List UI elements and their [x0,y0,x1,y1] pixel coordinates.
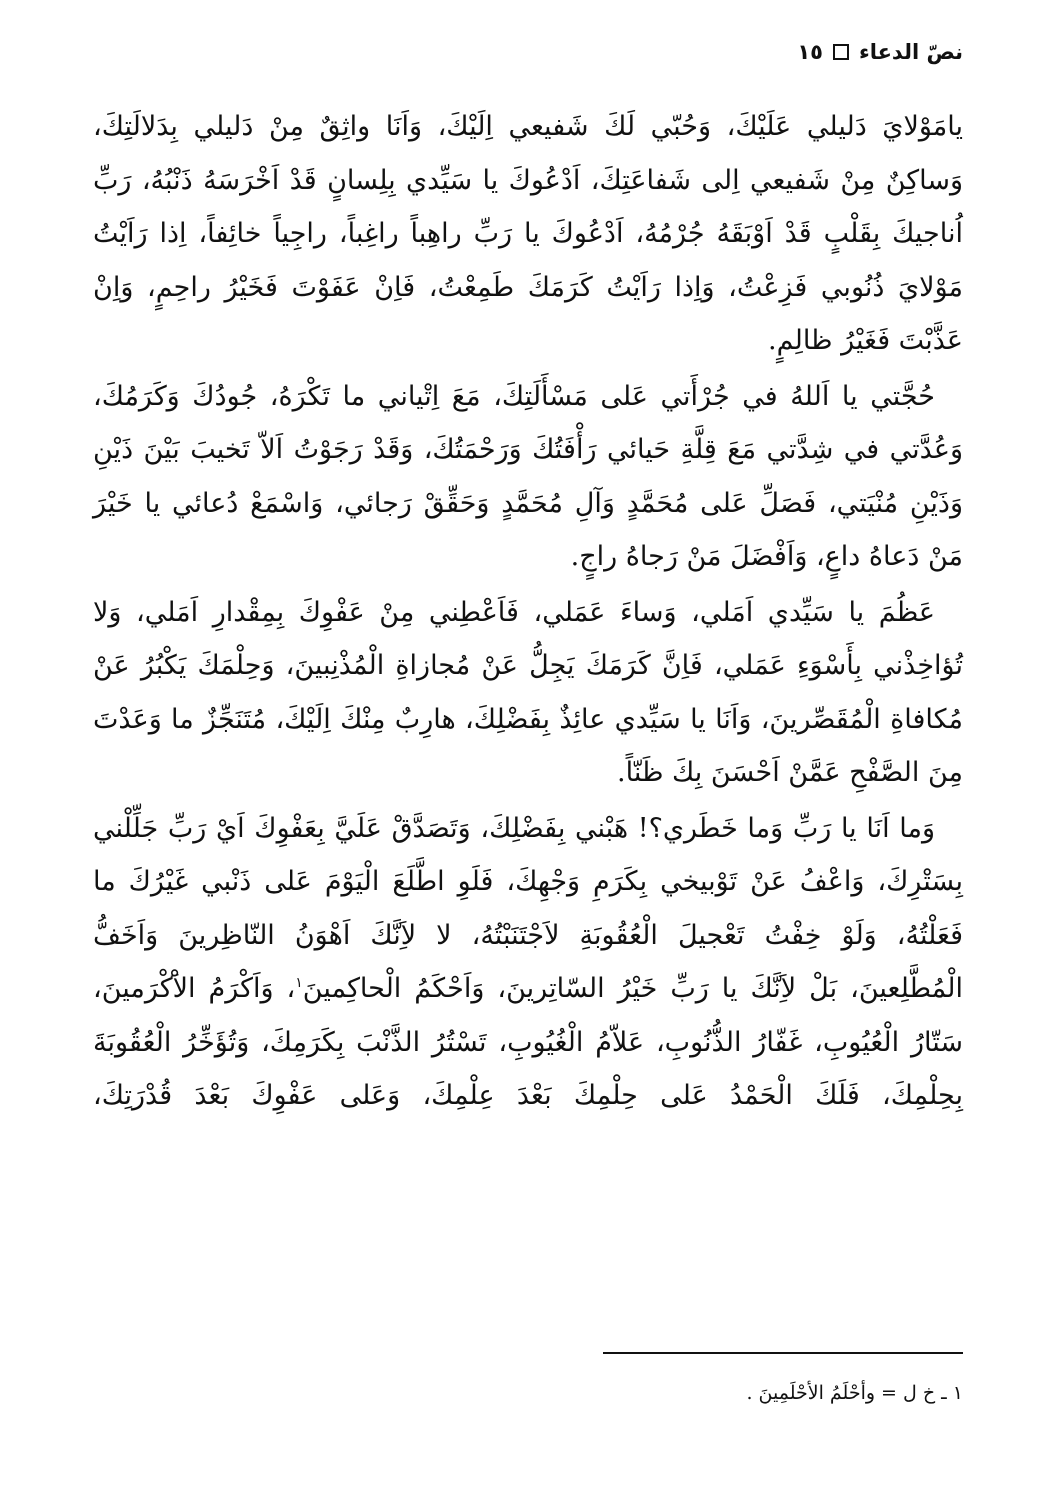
page-number: ١٥ [797,40,823,64]
footnote: ١ ـ خ ل = وأحْلَمُ الأحْلَمِينَ . [746,1382,963,1404]
paragraph-4-text: وَما اَنَا يا رَبِّ وَما خَطَري؟! هَبْني بِفَضْلِكَ، وَتَصَدَّقْ عَلَيَّ بِعَفْوِكَ اَيْ رَبِّ جَلِّلْني بِسَتْرِكَ، وَاعْفُ عَنْ تَوْبيخي بِكَرَمِ وَجْهِكَ، فَلَوِ اطَّلَعَ الْيَوْمَ عَلى ذَنْبي غَيْرُكَ ما فَعَلْتُهُ، وَلَوْ خِفْتُ تَعْجيلَ الْعُقُوبَةِ لاَجْتَنَبْتُهُ، لا لاَِنَّكَ اَهْوَنُ النّاظِرينَ وَاَخَفُّ الْمُطَّلِعينَ، بَلْ لاَِنَّكَ يا رَبِّ خَيْرُ السّاتِرينَ، وَاَحْكَمُ الْحاكِمينَ [93,812,963,1004]
footnote-marker: ١ [295,975,303,991]
square-bullet-icon [833,44,849,60]
running-header [797,40,963,64]
section-title: نصّ الدعاء [858,40,963,64]
prayer-text [93,100,963,1125]
paragraph-4 [93,802,963,1123]
paragraph-2: حُجَّتي يا اَللهُ في جُرْأَتي عَلى مَسْأَلَتِكَ، مَعَ اِتْياني ما تَكْرَهُ، جُودُكَ وَكَرَمُكَ، وَعُدَّتي في شِدَّتي مَعَ قِلَّةِ حَيائي رَأْفَتُكَ وَرَحْمَتُكَ، وَقَدْ رَجَوْتُ اَلاّ تَخيبَ بَيْنَ ذَيْنِ وَذَيْنِ مُنْيَتي، فَصَلِّ عَلى مُحَمَّدٍ وَآلِ مُحَمَّدٍ وَحَقِّقْ رَجائي، وَاسْمَعْ دُعائي يا خَيْرَ مَنْ دَعاهُ داعٍ، وَاَفْضَلَ مَنْ رَجاهُ راجٍ. [93,380,963,572]
paragraph-3: عَظُمَ يا سَيِّدي اَمَلي، وَساءَ عَمَلي، فَاَعْطِني مِنْ عَفْوِكَ بِمِقْدارِ اَمَلي، وَلا تُؤاخِذْني بِأَسْوَءِ عَمَلي، فَاِنَّ كَرَمَكَ يَجِلُّ عَنْ مُجازاةِ الْمُذْنِبينَ، وَحِلْمَكَ يَكْبُرُ عَنْ مُكافاةِ الْمُقَصِّرينَ، وَاَنَا يا سَيِّدي عائِذٌ بِفَضْلِكَ، هارِبٌ مِنْكَ اِلَيْكَ، مُتَنَجِّزٌ ما وَعَدْتَ مِنَ الصَّفْحِ عَمَّنْ اَحْسَنَ بِكَ ظَنّاً. [93,596,963,788]
paragraph-4-continuation: ، وَاَكْرَمُ الاَْكْرَمينَ، سَتّارُ الْعُيُوبِ، غَفّارُ الذُّنُوبِ، عَلاّمُ الْغُيُوبِ، تَسْتُرُ الذَّنْبَ بِكَرَمِكَ، وَتُؤَخِّرُ الْعُقُوبَةَ بِحِلْمِكَ، فَلَكَ الْحَمْدُ عَلى حِلْمِكَ بَعْدَ عِلْمِكَ، وَعَلى عَفْوِكَ بَعْدَ قُدْرَتِكَ، [93,973,963,1111]
footnote-divider [603,1352,963,1354]
paragraph-1: يامَوْلايَ دَليلي عَلَيْكَ، وَحُبّي لَكَ شَفيعي اِلَيْكَ، وَاَنَا واثِقٌ مِنْ دَليلي بِدَلالَتِكَ، وَساكِنٌ مِنْ شَفيعي اِلى شَفاعَتِكَ، اَدْعُوكَ يا سَيِّدي بِلِسانٍ قَدْ اَخْرَسَهُ ذَنْبُهُ، رَبِّ اُناجيكَ بِقَلْبٍ قَدْ اَوْبَقَهُ جُرْمُهُ، اَدْعُوكَ يا رَبِّ راهِباً راغِباً، راجِياً خائِفاً، اِذا رَاَيْتُ مَوْلايَ ذُنُوبي فَزِعْتُ، وَاِذا رَاَيْتُ كَرَمَكَ طَمِعْتُ، فَاِنْ عَفَوْتَ فَخَيْرُ راحِمٍ، وَاِنْ عَذَّبْتَ فَغَيْرُ ظالِمٍ. [93,111,963,356]
